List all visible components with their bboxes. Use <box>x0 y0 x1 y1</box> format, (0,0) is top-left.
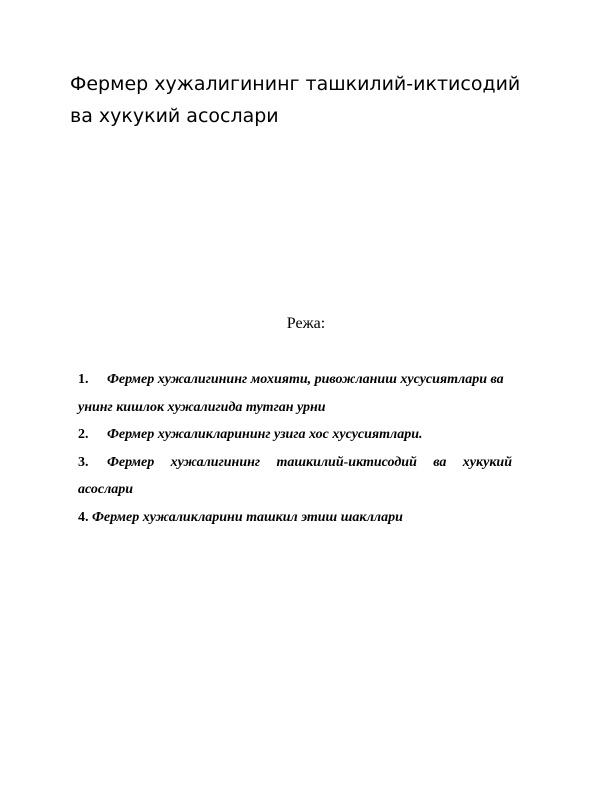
list-item-text: Фермер хужалигининг мохияти, ривожланиш хусусиятлари ва унинг кишлок хужалигида тутган урни <box>78 372 504 415</box>
list-item-number: 1. <box>78 372 89 387</box>
list-item-number: 2. <box>78 427 89 442</box>
list-item <box>78 366 512 421</box>
plan-heading: Режа: <box>286 315 326 332</box>
list-item <box>78 421 512 449</box>
plan-list <box>78 366 512 531</box>
list-item-text: Фермер хужаликларининг узига хос хусусиятлари. <box>107 427 423 442</box>
list-item-text: Фермер хужалигининг ташкилий-иктисодий ва хукукий асослари <box>78 454 512 497</box>
list-item-text: Фермер хужаликларини ташкил этиш шакллари <box>92 509 403 525</box>
list-item <box>78 504 512 532</box>
list-item-number: 4. <box>78 509 89 525</box>
list-item-number: 3. <box>78 454 89 470</box>
list-item <box>78 449 512 504</box>
page-title: Фермер хужалигининг ташкилий-иктисодий ва хукукий асослари <box>70 73 521 127</box>
